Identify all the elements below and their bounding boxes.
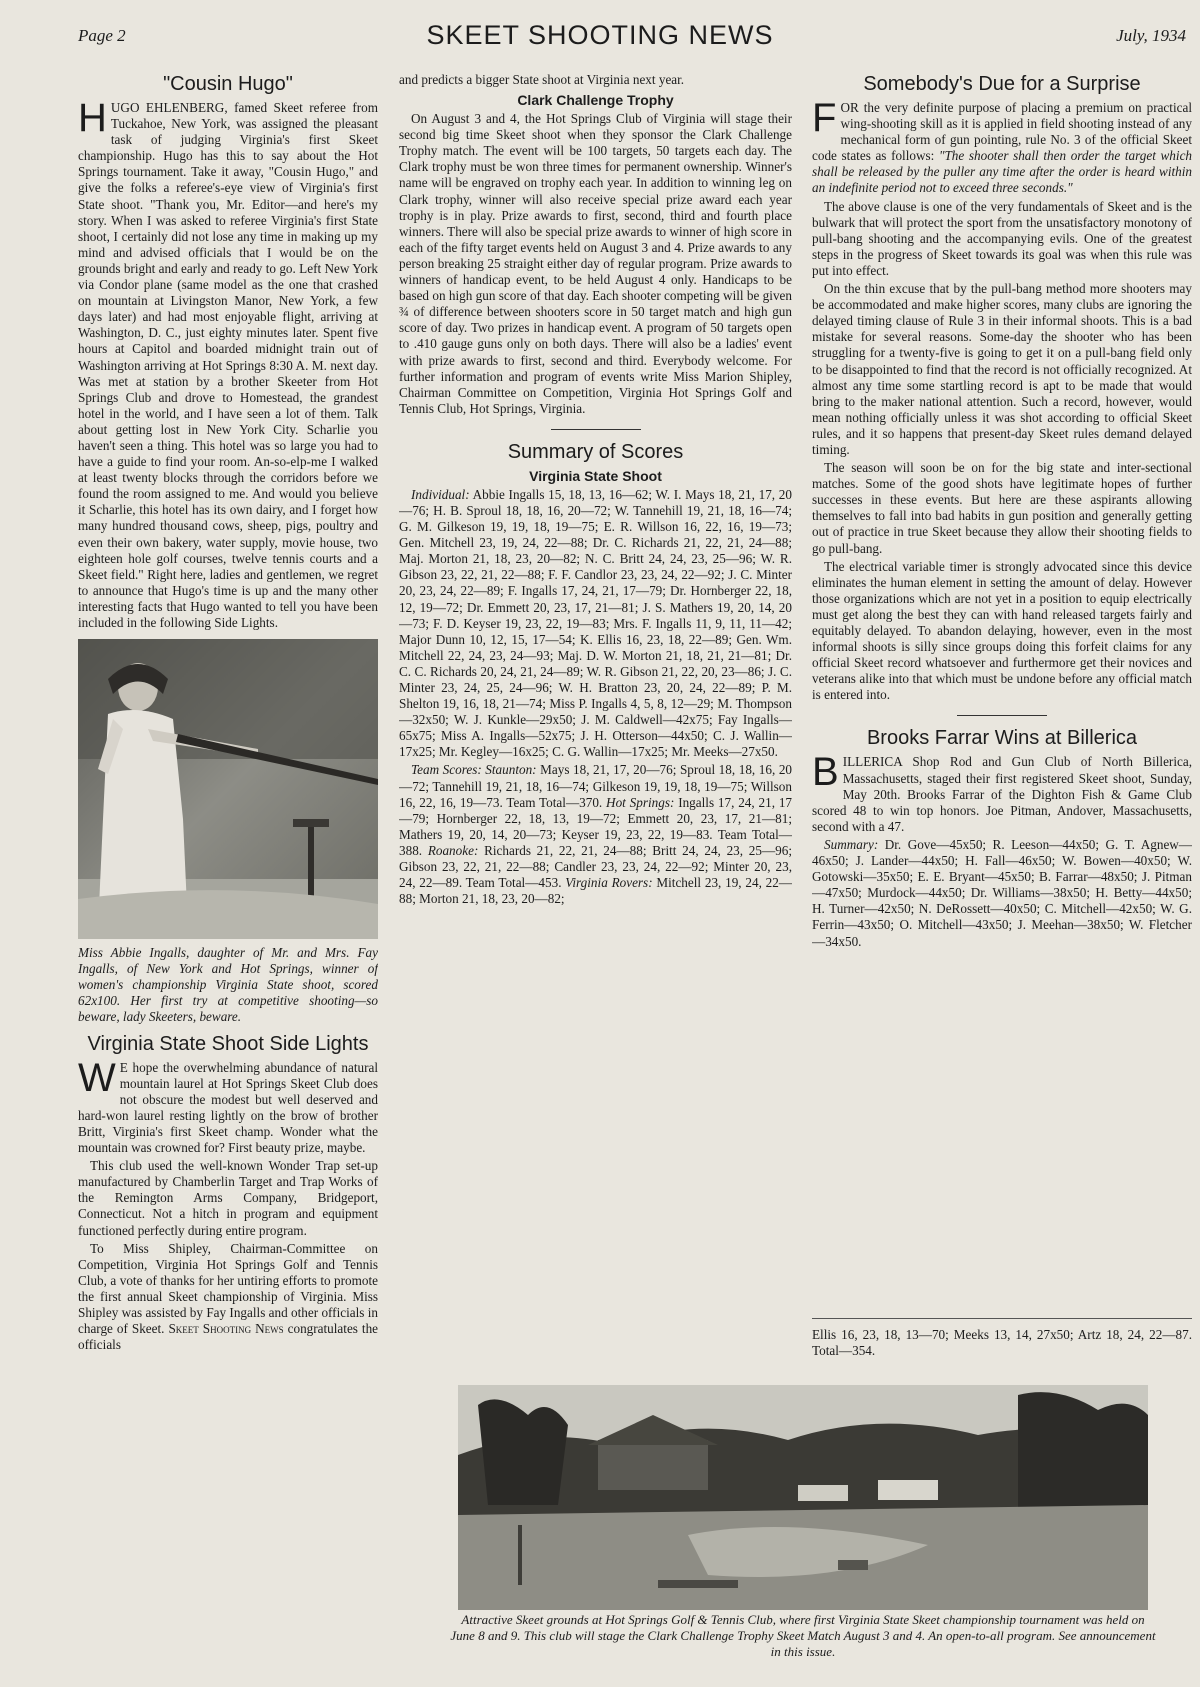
side-lights-p2: This club used the well-known Wonder Trap set-up manufactured by Chamberlin Target and Trap Works of the Remington Arms Company, Bridgeport, Connecticut. Not a hitch in program and equipment functioned perfectly during entire program. [78,1158,378,1238]
summary-subheading: Virginia State Shoot [529,467,662,484]
summary-heading: Summary of Scores [507,440,684,463]
divider-line [812,1318,1192,1319]
side-lights-continued: and predicts a bigger State shoot at Virginia next year. [399,72,685,87]
team-scores-tail: Ellis 16, 23, 18, 13—70; Meeks 13, 14, 27x50; Artz 18, 24, 22—87. Total—354. [812,1308,1192,1361]
abbie-ingalls-photo [78,639,378,939]
issue-date: July, 1934 [1116,26,1186,45]
dropcap-h: H [78,96,107,140]
clark-trophy-heading: Clark Challenge Trophy [517,92,674,109]
team-scores: Team Scores: Staunton: Mays 18, 21, 17, 20—76; Sproul 18, 18, 16, 20—72; Tannehill 19, 21, 18, 16—74; Gilkeson 19, 19, 18, 19—75; Willson 16, 22, 16, 19—73. Team Total—370. Hot Springs: Ingalls 17, 24, 21, 17—79; Hornberger 22, 18, 13, 19—72; Emmett 20, 23, 17, 21—81; Mathers 19, 20, 14, 20—73; Keyser 19, 23, 22, 19—83. Team Total—388. Roanoke: Richards 21, 22, 21, 24—88; Britt 24, 24, 23, 25—96; Gibson 23, 22, 21, 22—88; Candler 23, 23, 24, 22—92; Minter 20, 23, 24, 22—89. Team Total—453. Virginia Rovers: Mitchell 23, 19, 24, 22—88; Morton 21, 18, 23, 20—82; [399,762,792,907]
surprise-p1: FOR the very definite purpose of placing a premium on practical wing-shooting skill as it is applied in field shooting instead of any mechanical form of gun pointing, rule No. 3 of the official Skeet code states as follows: "The shooter shall then order the target which shall be released by the puller any time after the order is heard within an indefinite period not to exceed three seconds." [812,96,1192,196]
skeet-grounds-photo [458,1385,1148,1610]
section-divider [551,429,641,430]
dropcap-w: W [78,1055,116,1100]
brooks-heading: Brooks Farrar Wins at Billerica [866,727,1138,750]
column-2 [399,72,792,932]
brooks-summary: Summary: Dr. Gove—45x50; R. Leeson—44x50; G. T. Agnew—46x50; J. Lander—44x50; H. Fall—46x50; W. Bowen—40x50; W. Gotowski—35x50; E. E. Bryant—45x50; B. Farrar—48x50; J. Pitman—47x50; Murdock—44x50; Dr. Williams—38x50; H. Betty—44x50; H. Turner—42x50; N. DeRossett—40x50; C. Mitchell—42x50; W. G. Ferrin—43x50; O. Mitchell—43x50; J. Meehan—38x50; W. Fletcher—34x50. [812,836,1192,949]
side-lights-p1: W E hope the overwhelming abundance of natural mountain laurel at Hot Springs Skeet Club does not obscure the modest but well deserved and hard-won laurel resting lightly on the brow of brother Britt, Virginia's first Skeet champ. Wonder what the mountain was crowned for? First beauty prize, maybe. [78,1055,378,1156]
side-lights-p3: To Miss Shipley, Chairman-Committee on Competition, Virginia Hot Springs Golf and Tennis Club, a vote of thanks for her untiring efforts to promote the first annual Skeet championship of Virginia. Miss Shipley was assisted by Fay Ingalls and other officials in charge of Skeet. Skeet Shooting News congratulates the officials [78,1240,378,1353]
surprise-p3: On the thin excuse that by the pull-bang method more shooters may be accommodated and make higher scores, many clubs are ignoring the delayed timing clause of Rule 3 in their informal shoots. This is a bad mistake for several reasons. Some-day the shooter who has been struggling for a twenty-five is going to get it on a pull-bang field only to be disappointed to find that the record is not officially recognized. At almost any time some startling record is apt to be made that would bring to the maker national attention. Such a record, however, would mean nothing officially unless it was shot according to official Skeet rules, and it so happens that present-day Skeet rules demand delayed timing. [812,281,1192,457]
surprise-heading: Somebody's Due for a Surprise [863,73,1141,95]
masthead-title: SKEET SHOOTING NEWS [426,20,774,50]
section-divider [957,715,1047,716]
dropcap-b: B [812,750,839,795]
individual-scores: Individual: Abbie Ingalls 15, 18, 13, 16—62; W. I. Mays 18, 21, 17, 20—76; H. B. Sproul 18, 18, 16, 20—72; W. Tannehill 19, 21, 18, 16—74; G. M. Gilkeson 19, 19, 18, 19—75; E. R. Willson 16, 22, 16, 19—73; Gen. Mitchell 23, 19, 24, 22—88; Dr. C. Richards 21, 22, 21, 24—88; Maj. Morton 21, 18, 23, 20—82; N. C. Britt 24, 24, 23, 25—96; W. R. Gibson 23, 22, 21, 22—88; F. F. Candlor 23, 23, 24, 22—92; J. C. Minter 20, 23, 24, 22—89; F. Ingalls 17, 24, 21, 17—79; Dr. Hornberger 22, 18, 12, 19—72; Dr. Emmett 20, 23, 17, 21—81; J. S. Mathers 19, 20, 14, 20—73; F. D. Keyser 19, 23, 22, 19—83; Mrs. F. Ingalls 11, 9, 11, 11—42; Major Dunn 10, 12, 15, 17—54; K. Ellis 16, 23, 18, 22—89; Gen. Wm. Mitchell 22, 24, 23, 24—93; Maj. D. W. Morton 21, 18, 21, 21—81; Dr. C. C. Richards 20, 24, 21, 24—89; W. R. Gibson 21, 22, 20, 23—86; J. C. Minter 23, 24, 25, 24—96; W. H. Bratton 23, 20, 24, 22—89; P. M. Shelton 19, 16, 18, 21—74; Miss P. Ingalls 4, 5, 8, 12—29; M. Thompson—32x50; W. J. Kunkle—29x50; J. M. Caldwell—42x75; Fay Ingalls—65x75; Miss A. Ingalls—52x75; J. H. Otterson—44x50; C. J. Wallin—17x25; Mr. Kegley—16x25; C. G. Wallin—17x25; Mr. Meeks—27x50. [399,486,792,760]
surprise-p4: The season will soon be on for the big state and inter-sectional matches. Some of the good shots have legitimate hopes of further successes in these events. But here are these aspirants allowing themselves to fall into bad habits in gun position and generally getting out of practice in true Skeet because they allow their shooting fields to go pull-bang. [812,460,1192,556]
grounds-photo-caption: Attractive Skeet grounds at Hot Springs Golf & Tennis Club, where first Virginia State Skeet championship tournament was held on June 8 and 9. This club will stage the Clark Challenge Trophy Skeet Match August 3 and 4. An open-to-all program. See announcement in this issue. [450,1612,1156,1659]
cousin-hugo-heading: "Cousin Hugo" [163,73,293,95]
surprise-p5: The electrical variable timer is strongly advocated since this device eliminates the human element in setting the amount of delay. However those organizations which are not yet in a position to equip electrically must get along the best they can with hand released targets fairly and equitably delayed. To abandon delaying, however, even in the most informal shoots is silly since groups doing this forfeit claims for any official Skeet record whatsoever and furthermore get their novices and veterans alike into that which must be undone before any official match is entered into. [812,558,1192,703]
column-3 [812,72,1192,1052]
side-lights-heading: Virginia State Shoot Side Lights [87,1032,369,1055]
cousin-hugo-text: HUGO EHLENBERG, famed Skeet referee from Tuckahoe, New York, was assigned the pleasant task of judging Virginia's first Skeet championship. Hugo has this to say about the Hot Springs tournament. Take it away, "Cousin Hugo," and give the folks a referee's-eye view of Virginia's first State shoot. "Thank you, Mr. Editor—and here's my story. When I was asked to referee Virginia's first State shoot, I certainly did not lose any time in making up my mind and advised officials that I would be on the grounds bright and early and ready to go. Left New York via Condor plane (same model as the one that crashed on mountain at Livingston Manor, New York, a few days later) and had most enjoyable flight, arriving at Washington, D. C., just eighty minutes later. Spent five hours at Capitol and boarded midnight train out of Washington arriving at Hot Springs 8:30 A. M. next day. Was met at station by a brother Skeeter from Hot Springs Club and drove to Homestead, the grandest hotel in the world, and I have seen a lot of them. Talk about getting lost in New York City. Scharlie you haven't seen a thing. This hotel was so large you had to have a guide to find your room. An-so-elp-me I walked at least twenty blocks through the corridors before we found the room assigned to me. And would you believe it Scharlie, this hotel has its own dairy, and I forget how many hundred thousand cows, sheep, pigs, poultry and even their own bakery, water supply, movie house, two eighteen hole golf courses, twelve tennis courts and a Skeet field." Right here, ladies and gentlemen, we regret to announce that Hugo's time is up and the many other interesting facts that Hugo wanted to tell you have been included in the following Side Lights. [78,96,378,630]
clark-trophy-text: On August 3 and 4, the Hot Springs Club of Virginia will stage their second big time Skeet shoot when they sponsor the Clark Challenge Trophy match. The event will be 100 targets, 50 targets each day. The Clark trophy must be won three times for permanent ownership. Winner's name will be engraved on trophy each year. In addition to winning leg on Clark trophy, winner will also receive special prize award each year trophy is in play. Prize awards to first, second, third and fourth place winners. There will also be special prize awards to winner of high score in each of the fifty target events held on August 3 and 4. Prize awards to any person breaking 25 straight either day of regular program. Prize awards to winners of handicap event, to be held August 4 only. Handicaps to be based on high gun score of that day. Each shooter competing will be given ¾ of difference between shooters score in 50 target match and high gun score of day. Two prizes in handicap event. A program of 50 targets open to .410 gauge guns only on both days. There will also be a ladies' event with prize awards to first, second and third. Everybody welcome. For further information and program of events write Miss Marion Shipley, Chairman Committee on Competition, Virginia Hot Springs Golf and Tennis Club, Hot Springs, Virginia. [399,111,792,416]
brooks-p1: BILLERICA Shop Rod and Gun Club of North Billerica, Massachusetts, staged their first registered Skeet shoot, Sunday, May 20th. Brooks Farrar of the Dighton Fish & Game Club scored 48 to win top honors. Joe Pitman, Andover, Massachusetts, second with a 47. [812,750,1192,834]
rule-3-quote: "The shooter shall then order the target which shall be released by the puller any time after the order is heard within an indefinite period not to exceed three seconds." [812,148,1192,196]
page-number: Page 2 [78,26,126,45]
skeet-shooting-news-mention: Skeet Shooting News [168,1321,284,1337]
column-1 [78,72,378,1677]
photo-caption-abbie: Miss Abbie Ingalls, daughter of Mr. and Mrs. Fay Ingalls, of New York and Hot Springs, winner of women's championship Virginia State shoot, scored 62x100. Her first try at competitive shooting—so beware, lady Skeeters, beware. [78,945,378,1025]
dropcap-f: F [812,96,837,140]
surprise-p2: The above clause is one of the very fundamentals of Skeet and is the bulwark that will protect the sport from the unsatisfactory monotony of pull-bang shooting and the accompanying evils. One of the greatest steps in the progress of Skeet towards its goal was when this rule was put into effect. [812,198,1192,278]
